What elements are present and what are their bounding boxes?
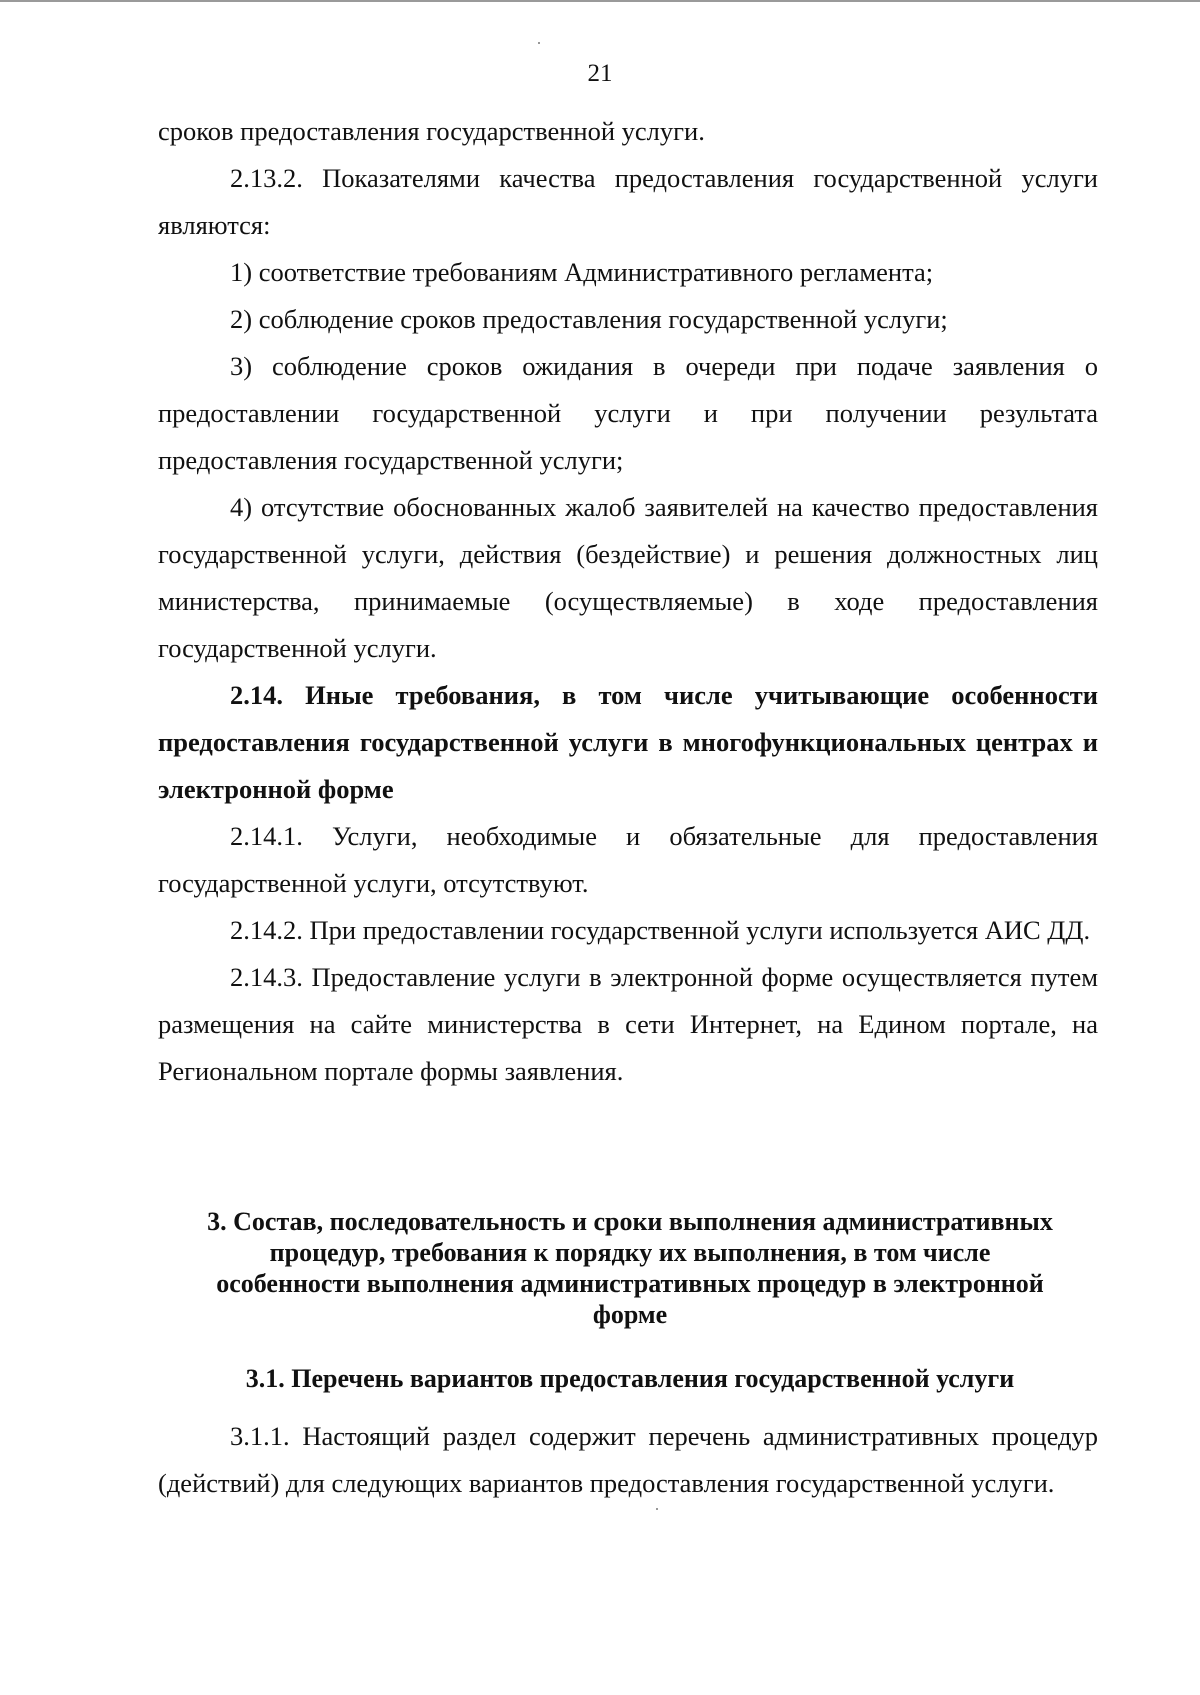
paragraph-2-14-2: 2.14.2. При предоставлении государственной услуги используется АИС ДД. — [230, 915, 1091, 945]
heading-line: процедур, требования к порядку их выполнения, в том числе — [269, 1238, 991, 1267]
scan-speck — [656, 1508, 658, 1510]
heading-line: особенности выполнения административных процедур в электронной — [216, 1269, 1044, 1298]
section-heading-3 — [160, 1206, 1100, 1330]
page-number: 21 — [587, 60, 613, 87]
list-item-4: 4) отсутствие обоснованных жалоб заявителей на качество предоставления государственной услуги, действия (бездействие) и решения должностных лиц министерства, принимаемые (осуществляемые) в ходе предоставления государственной услуги. — [158, 492, 1098, 663]
section-heading-3-1: 3.1. Перечень вариантов предоставления государственной услуги — [245, 1364, 1015, 1393]
paragraph-3-1-1: 3.1.1. Настоящий раздел содержит перечень административных процедур (действий) для следующих вариантов предоставления государственной услуги. — [158, 1421, 1098, 1498]
heading-line: форме — [592, 1300, 668, 1329]
scan-speck — [538, 42, 540, 44]
main-text-continued — [158, 1413, 1098, 1507]
section-heading-2-14: 2.14. Иные требования, в том числе учитывающие особенности предоставления государственной услуги в многофункциональных центрах и электронной форме — [158, 680, 1098, 804]
paragraph-2-14-1: 2.14.1. Услуги, необходимые и обязательные для предоставления государственной услуги, отсутствуют. — [158, 821, 1098, 898]
main-text — [158, 108, 1098, 1095]
list-item-1: 1) соответствие требованиям Административного регламента; — [230, 257, 934, 287]
heading-line: 3. Состав, последовательность и сроки выполнения административных — [207, 1207, 1053, 1236]
list-item-3: 3) соблюдение сроков ожидания в очереди при подаче заявления о предоставлении государственной услуги и при получении результата предоставления государственной услуги; — [158, 351, 1098, 475]
paragraph-continuation: сроков предоставления государственной услуги. — [158, 116, 705, 146]
paragraph-2-14-3: 2.14.3. Предоставление услуги в электронной форме осуществляется путем размещения на сайте министерства в сети Интернет, на Едином портале, на Региональном портале формы заявления. — [158, 962, 1098, 1086]
paragraph-2-13-2: 2.13.2. Показателями качества предоставления государственной услуги являются: — [158, 163, 1098, 240]
list-item-2: 2) соблюдение сроков предоставления государственной услуги; — [230, 304, 948, 334]
scan-top-edge — [0, 0, 1200, 2]
